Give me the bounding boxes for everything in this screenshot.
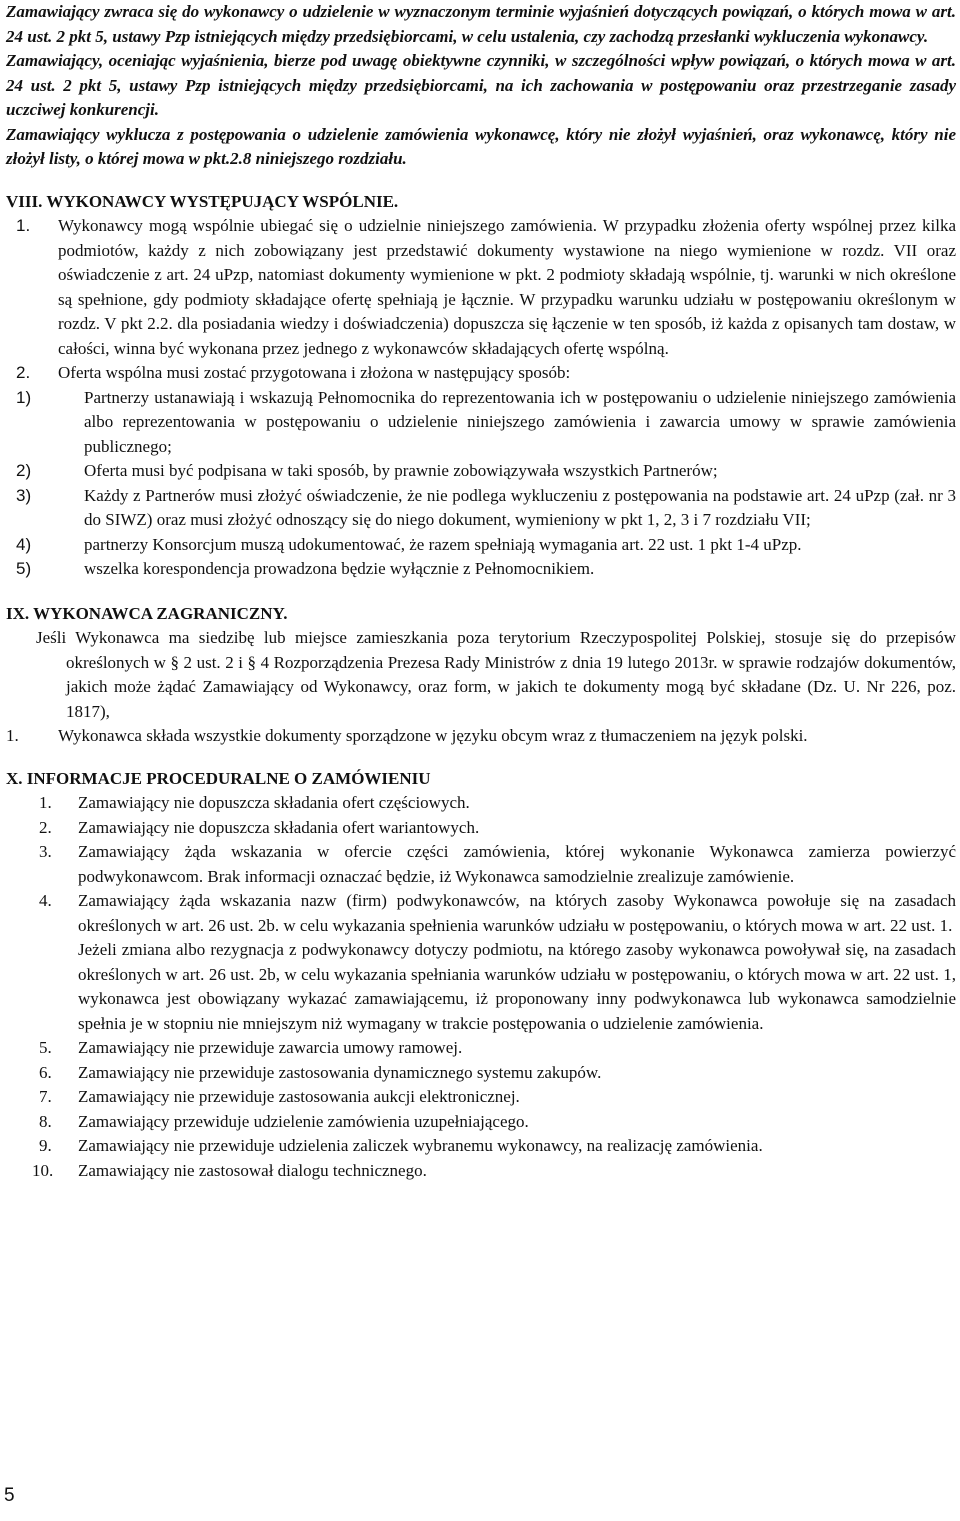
item-text: Zamawiający nie przewiduje zawarcia umowy ramowej.: [78, 1038, 463, 1057]
item-number: 1.: [39, 793, 52, 812]
section-10: [6, 767, 956, 1184]
sublist-item: [6, 533, 956, 558]
section-8-sublist: [6, 386, 956, 582]
item-text: Zamawiający nie przewiduje udzielenia zaliczek wybranemu wykonawcy, na realizację zamówienia.: [78, 1136, 763, 1155]
section-10-heading: X. INFORMACJE PROCEDURALNE O ZAMÓWIENIU: [6, 768, 431, 788]
item-number: 2.: [16, 363, 31, 382]
item-number: 1.: [6, 726, 19, 745]
sub-number: 1): [16, 387, 32, 407]
item-number: 8.: [39, 1111, 52, 1131]
item-text: Zamawiający nie dopuszcza składania ofert częściowych.: [78, 793, 470, 812]
document-page: [6, 0, 956, 1183]
sub-number: 4): [16, 534, 32, 554]
section-10-item: [6, 1036, 956, 1061]
sub-text: Każdy z Partnerów musi złożyć oświadczenie, że nie podlega wykluczeniu z postępowania na podstawie art. 24 uPzp (zał. nr 3 do SIWZ) oraz musi złożyć odnoszący się do niego dokument, wymieniony w pkt 1, 2, 3 i 7 rozdziału VII;: [84, 485, 956, 529]
intro-paragraph-1: Zamawiający zwraca się do wykonawcy o udzielenie w wyznaczonym terminie wyjaśnień dotyczących powiązań, o których mowa w art. 24 ust. 2 pkt 5, ustawy Pzp istniejących między przedsiębiorcami, w celu ustalenia, czy zachodzą przesłanki wykluczenia wykonawcy.: [6, 2, 956, 46]
section-10-item: [6, 1061, 956, 1086]
section-10-item: [6, 1134, 956, 1159]
item-number: 10.: [32, 1160, 54, 1180]
item-number: 7.: [39, 1087, 52, 1106]
item-number: 6.: [39, 1062, 52, 1082]
sub-text: wszelka korespondencja prowadzona będzie wyłącznie z Pełnomocnikiem.: [84, 559, 595, 578]
section-10-item: [6, 791, 956, 816]
item-text: Wykonawca składa wszystkie dokumenty sporządzone w języku obcym wraz z tłumaczeniem na język polski.: [58, 726, 808, 745]
sub-number: 5): [16, 559, 32, 578]
section-8: [6, 190, 956, 582]
section-9-heading: IX. WYKONAWCA ZAGRANICZNY.: [6, 603, 288, 623]
sub-number: 3): [16, 485, 32, 505]
section-8-item: [6, 361, 956, 386]
item-text: Zamawiający nie dopuszcza składania ofert wariantowych.: [78, 817, 480, 837]
section-10-item: [6, 1085, 956, 1110]
item-text: Zamawiający nie zastosował dialogu technicznego.: [78, 1160, 427, 1180]
section-9: [6, 602, 956, 749]
sublist-item: [6, 459, 956, 484]
sublist-item: [6, 484, 956, 533]
section-10-item: [6, 840, 956, 889]
item-number: 9.: [39, 1136, 52, 1155]
item-number: 2.: [39, 817, 52, 837]
item-text: Zamawiający żąda wskazania nazw (firm) podwykonawców, na których zasoby Wykonawca powołuje się na zasadach określonych w art. 26 ust. 2b. w celu wykazania spełnienia warunków udziału w postępowaniu, o których mowa w art. 22 ust. 1.: [78, 891, 956, 935]
page-number: 5: [4, 1485, 15, 1506]
sub-text: Partnerzy ustanawiają i wskazują Pełnomocnika do reprezentowania ich w postępowaniu o udzielenie niniejszego zamówienia albo reprezentowania w postępowaniu o udzielenie niniejszego zamówienia i zawarcia umowy w sprawie zamówienia publicznego;: [84, 387, 956, 456]
item-number: 1.: [16, 216, 31, 235]
section-10-item: [6, 1159, 956, 1184]
sub-number: 2): [16, 461, 32, 480]
section-10-item: [6, 816, 956, 841]
item-text: Zamawiający nie przewiduje zastosowania aukcji elektronicznej.: [78, 1087, 520, 1106]
intro-paragraph-2: Zamawiający, oceniając wyjaśnienia, bierze pod uwagę obiektywne czynniki, w szczególności wpływ powiązań, o których mowa w art. 24 ust. 2 pkt 5, ustawy Pzp istniejących między przedsiębiorcami, na ich zachowania w postępowaniu oraz przestrzeganie zasady uczciwej konkurencji.: [6, 51, 956, 119]
item-number: 4.: [39, 891, 52, 910]
item-number: 5.: [39, 1038, 52, 1057]
item-text: Oferta wspólna musi zostać przygotowana i złożona w następujący sposób:: [58, 363, 571, 382]
section-10-item: [6, 1110, 956, 1135]
intro-block: [6, 0, 956, 172]
item-text: Zamawiający przewiduje udzielenie zamówienia uzupełniającego.: [78, 1111, 529, 1131]
intro-paragraph-3: Zamawiający wyklucza z postępowania o udzielenie zamówienia wykonawcę, który nie złożył wyjaśnień, oraz wykonawcę, który nie złożył listy, o której mowa w pkt.2.8 niniejszego rozdziału.: [6, 124, 956, 168]
section-9-paragraph: Jeśli Wykonawca ma siedzibę lub miejsce zamieszkania poza terytorium Rzeczypospolitej Polskiej, stosuje się do przepisów określonych w § 2 ust. 2 i § 4 Rozporządzenia Prezesa Rady Ministrów z dnia 19 lutego 2013r. w sprawie rodzajów dokumentów, jakich może żądać Zamawiający od Wykonawcy, oraz form, w jakich te dokumenty mogą być składane (Dz. U. Nr 226, poz. 1817),: [36, 628, 956, 721]
sub-text: partnerzy Konsorcjum muszą udokumentować, że razem spełniają wymagania art. 22 ust. 1 pkt 1-4 uPzp.: [84, 534, 802, 554]
item-number: 3.: [39, 842, 52, 861]
sublist-item: [6, 386, 956, 460]
item-text: Zamawiający żąda wskazania w ofercie części zamówienia, której wykonanie Wykonawca zamierza powierzyć podwykonawcom. Brak informacji oznaczać będzie, iż Wykonawca samodzielnie zrealizuje zamówienie.: [78, 842, 956, 886]
sub-text: Oferta musi być podpisana w taki sposób, by prawnie zobowiązywała wszystkich Partnerów;: [84, 461, 718, 480]
section-8-item: [6, 214, 956, 361]
item-text: Zamawiający nie przewiduje zastosowania dynamicznego systemu zakupów.: [78, 1062, 602, 1082]
section-10-item: [6, 889, 956, 938]
section-8-heading: VIII. WYKONAWCY WYSTĘPUJĄCY WSPÓLNIE.: [6, 191, 399, 211]
sublist-item: [6, 557, 956, 582]
section-9-item: [6, 724, 956, 749]
item-text: Wykonawcy mogą wspólnie ubiegać się o udzielnie niniejszego zamówienia. W przypadku złożenia oferty wspólnej przez kilka podmiotów, każdy z nich zobowiązany jest przedstawić dokumenty wystawione na niego wymienione w rozdz. VII oraz oświadczenie z art. 24 uPzp, natomiast dokumenty wymienione w pkt. 2 podmioty składają wspólnie, tj. warunki w nich określone są spełnione, gdy podmioty składające ofertę spełniają je łącznie. W przypadku warunku udziału w postępowaniu określonym w rozdz. V pkt 2.2. dla posiadania wiedzy i doświadczenia) dopuszcza się łączenie w ten sposób, iż każda z opisanych tam dostaw, w całości, winna być wykonana przez jednego z wykonawców składających ofertę wspólną.: [58, 216, 956, 358]
item-4-continuation: Jeżeli zmiana albo rezygnacja z podwykonawcy dotyczy podmiotu, na którego zasoby wykonawca powoływał się, na zasadach określonych w art. 26 ust. 2b, w celu wykazania spełniania warunków udziału w postępowaniu, o których mowa w art. 22 ust. 1, wykonawca jest obowiązany wykazać zamawiającemu, iż proponowany inny podwykonawca lub wykonawca samodzielnie spełnia je w stopniu nie mniejszym niż wymagany w trakcie postępowania o udzielenie zamówienia.: [78, 940, 956, 1033]
